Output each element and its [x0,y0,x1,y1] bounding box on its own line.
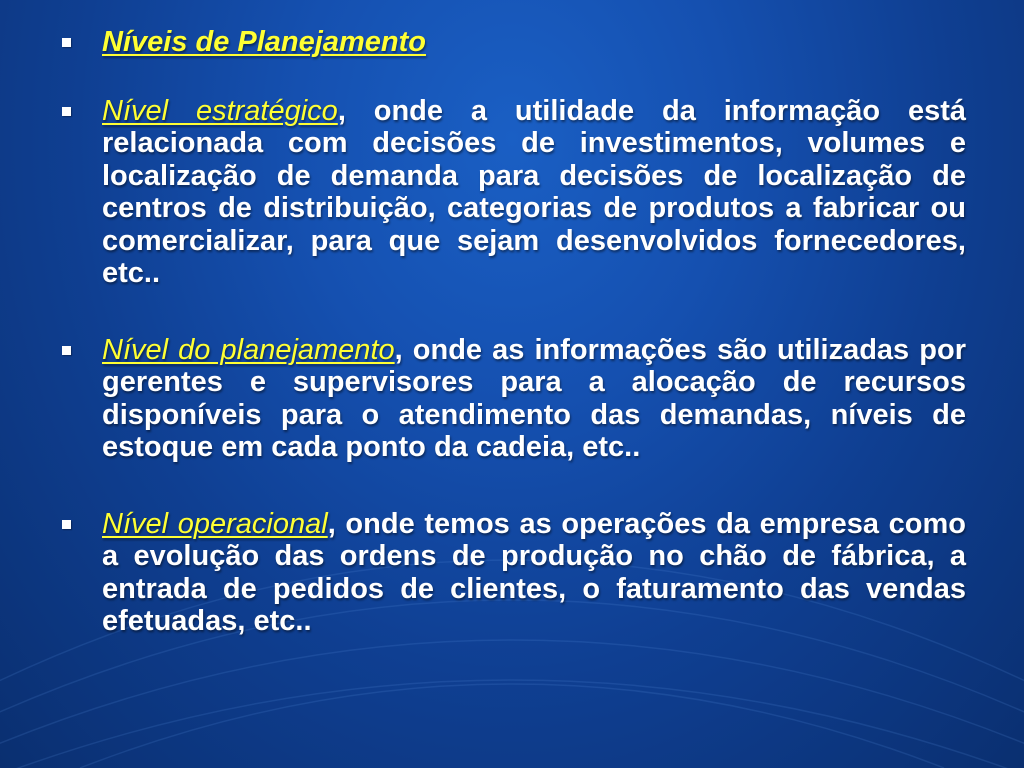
square-bullet-icon [62,346,71,355]
bullet-strategic-level [62,95,966,290]
square-bullet-icon [62,107,71,116]
square-bullet-icon [62,38,71,47]
description-operational-level: , onde temos as operações da empresa como a evolução das ordens de produção no chão de fábrica, a entrada de pedidos de clientes, o faturamento das vendas efetuadas, etc.. [102,507,966,637]
term-planning-level: Nível do planejamento [102,333,395,366]
description-strategic-level: , onde a utilidade da informação está relacionada com decisões de investimentos, volumes e localização de demanda para decisões de localização de centros de distribuição, categorias de produtos a fabricar ou comercializar, para que sejam desenvolvidos fornecedores, etc.. [102,94,966,289]
slide-content [62,26,966,638]
bullet-heading [62,26,966,59]
term-strategic-level: Nível estratégico [102,94,338,127]
term-operational-level: Nível operacional [102,507,328,540]
bullet-planning-level [62,334,966,464]
square-bullet-icon [62,520,71,529]
description-planning-level: , onde as informações são utilizadas por gerentes e supervisores para a alocação de recursos disponíveis para o atendimento das demandas, níveis de estoque em cada ponto da cadeia, etc.. [102,333,966,463]
slide-heading: Níveis de Planejamento [102,26,426,58]
bullet-operational-level [62,508,966,638]
